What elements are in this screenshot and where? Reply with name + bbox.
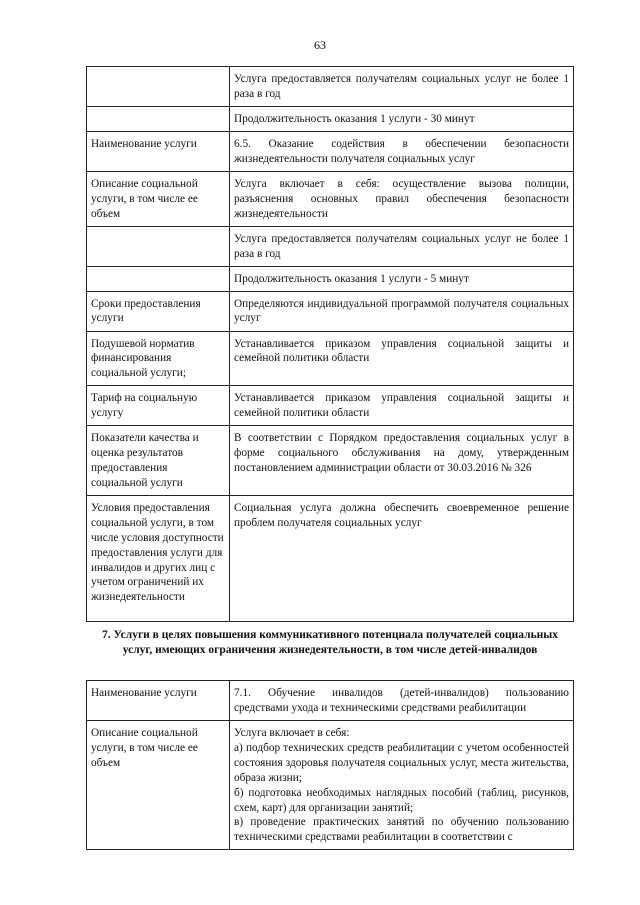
table-cell-value: Устанавливается приказом управления социальной защиты и семейной политики области [230,386,574,426]
table-cell-label: Условия предоставления социальной услуги, в том числе условия доступности предоставления услуги для инвалидов и других лиц с учетом ограничений их жизнедеятельности [87,495,230,621]
table-cell-value: Услуга предоставляется получателям социальных услуг не более 1 раза в год [230,67,574,107]
table-row [87,721,574,850]
table-cell-label [87,266,230,291]
table-row [87,131,574,171]
table-cell-value: Определяются индивидуальной программой получателя социальных услуг [230,291,574,331]
table-cell-value [230,721,574,850]
section-heading: 7. Услуги в целях повышения коммуникативного потенциала получателей социальных услуг, имеющих ограничения жизнедеятельности, в том числе детей-инвалидов [101,629,559,656]
table-cell-label: Сроки предоставления услуги [87,291,230,331]
list-item: б) подготовка необходимых наглядных пособий (таблиц, рисунков, схем, карт) для организации занятий; [234,786,569,814]
table-cell-label: Описание социальной услуги, в том числе ее объем [87,721,230,850]
table-cell-value: Социальная услуга должна обеспечить своевременное решение проблем получателя социальных услуг [230,495,574,621]
table-cell-value: Услуга включает в себя: осуществление вызова полиции, разъяснения основных правил обеспечения безопасности жизнедеятельности [230,171,574,226]
page-number: 63 [314,38,326,52]
table-row [87,226,574,266]
table-cell-value: Устанавливается приказом управления социальной защиты и семейной политики области [230,331,574,386]
table-cell-value: В соответствии с Порядком предоставления социальных услуг в форме социального обслуживания на дому, утвержденным постановлением администрации области от 30.03.2016 № 326 [230,426,574,496]
list-item: а) подбор технических средств реабилитации с учетом особенностей состояния здоровья получателя социальных услуг, места жительства, образа жизни; [234,741,569,784]
table-cell-value: Услуга предоставляется получателям социальных услуг не более 1 раза в год [230,226,574,266]
table-cell-label [87,67,230,107]
table-row [87,386,574,426]
table-cell-label [87,226,230,266]
table-cell-value: 7.1. Обучение инвалидов (детей-инвалидов) пользованию средствами ухода и техническими средствами реабилитации [230,681,574,721]
table-cell-label: Наименование услуги [87,681,230,721]
table-row [87,291,574,331]
table-row [87,331,574,386]
table-cell-value: 6.5. Оказание содействия в обеспечении безопасности жизнедеятельности получателя социальных услуг [230,131,574,171]
table-cell-value: Продолжительность оказания 1 услуги - 5 минут [230,266,574,291]
table-cell-label: Тариф на социальную услугу [87,386,230,426]
list-item: в) проведение практических занятий по обучению пользованию техническими средствами реабилитации в соответствии с [234,816,569,844]
table-row [87,681,574,721]
table-row [87,266,574,291]
table-cell-label: Показатели качества и оценка результатов предоставления социальной услуги [87,426,230,496]
table-cell-label [87,107,230,132]
services-table-7 [86,680,574,850]
table-row [87,426,574,496]
table-cell-label: Наименование услуги [87,131,230,171]
table-row [87,107,574,132]
table-cell-value: Продолжительность оказания 1 услуги - 30 минут [230,107,574,132]
table-cell-label: Описание социальной услуги, в том числе ее объем [87,171,230,226]
list-intro: Услуга включает в себя: [234,727,350,739]
services-table-6 [86,66,574,622]
table-row [87,67,574,107]
table-cell-label: Подушевой норматив финансирования социальной услуги; [87,331,230,386]
table-row [87,495,574,621]
table-row [87,171,574,226]
